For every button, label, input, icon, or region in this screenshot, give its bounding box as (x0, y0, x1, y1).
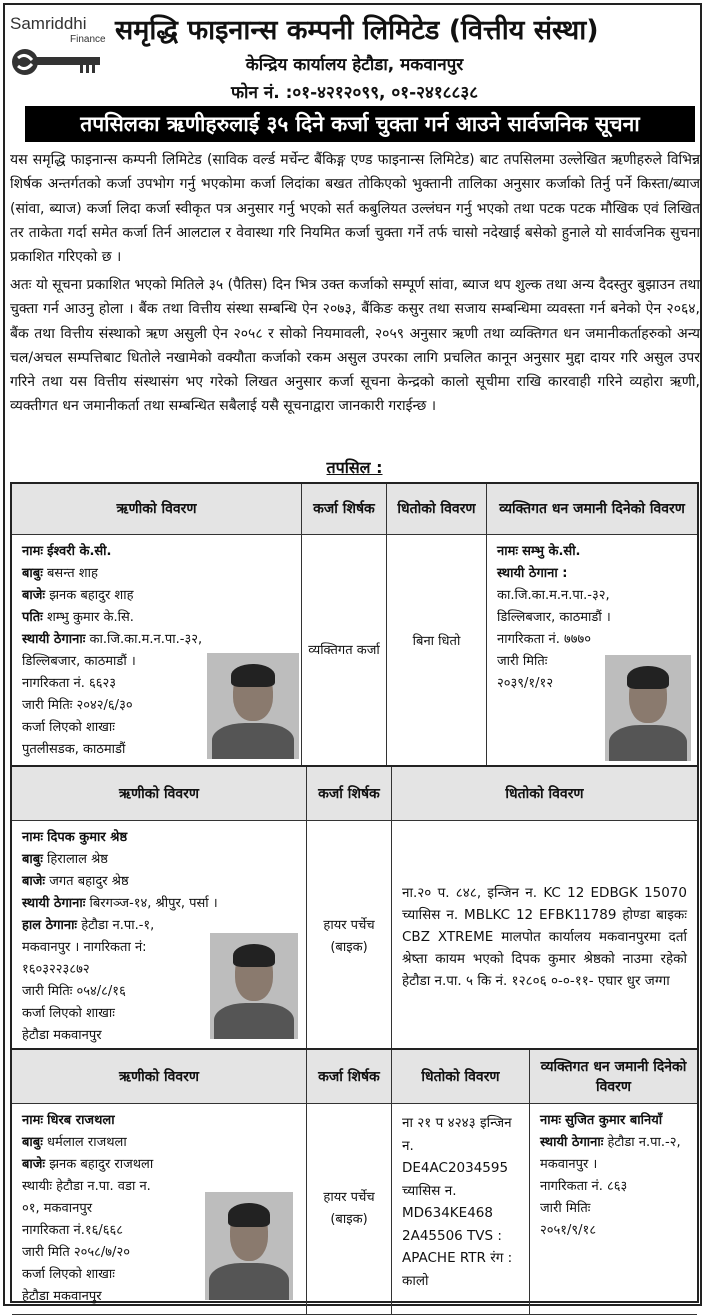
loan-type: हायर पर्चेच (बाइक) (307, 821, 392, 1054)
detail-label: नामः (22, 544, 43, 559)
borrower-photo (207, 653, 299, 759)
borrower-photo (205, 1192, 293, 1300)
detail-line (497, 563, 687, 585)
detail-value: हेटौडा न.पा.-१, (81, 918, 155, 933)
detail-label: स्थायी ठेगानाः (540, 1135, 604, 1150)
detail-value: का.जि.का.म.न.पा.-३२, (89, 632, 203, 647)
detail-line (497, 629, 687, 651)
detail-value: कर्जा लिएको शाखाः (22, 720, 115, 735)
detail-value: नागरिकता नं. ८६३ (540, 1179, 628, 1194)
detail-value: का.जि.का.म.न.पा.-३२, (497, 588, 610, 603)
detail-value: स्थायीः हेटौडा न.पा. वडा न. (22, 1179, 151, 1194)
borrower-details (12, 821, 307, 1054)
collateral-details: बिना धितो (387, 535, 487, 768)
detail-value: नागरिकता नं. ७७७० (497, 632, 591, 647)
detail-value: झनक बहादुर राजथला (49, 1157, 154, 1172)
detail-line (22, 1154, 296, 1176)
detail-value: जारी मितिः (540, 1201, 591, 1216)
collateral-details: ना.२० प. ८४८, इन्जिन न. KC 12 EDBGK 15070 च्यासिस न. MBLKC 12 EFBK11789 होण्डा बाइकः CBZ XTREME मालपोत कार्यालय मकवानपुरमा दर्ता श्रेष्ता कायम भएको दिपक कुमार श्रेष्ठको नाउमा रहेको हेटौडा न.पा. ५ कि नं. १२८०६ ०-०-११- एघार धुर जग्गा (392, 821, 697, 1054)
detail-value: नागरिकता नं. ६६२३ (22, 676, 116, 691)
record-table-3 (10, 1048, 699, 1303)
header-borrower: ऋणीको विवरण (12, 767, 307, 821)
logo-brand: Samriddhi (10, 14, 87, 33)
loan-type: हायर पर्चेच (बाइक) (307, 1104, 392, 1315)
company-title: समृद्धि फाइनान्स कम्पनी लिमिटेड (वित्तीय संस्था) (115, 15, 599, 46)
detail-label: स्थायी ठेगानाः (22, 896, 86, 911)
header-borrower: ऋणीको विवरण (12, 484, 302, 535)
detail-value: बसन्त शाह (46, 566, 98, 581)
detail-value: धिरब राजथला (47, 1113, 115, 1128)
detail-label: स्थायी ठेगाना : (497, 566, 568, 581)
header-guarantor: व्यक्तिगत धन जमानी दिनेको विवरण (487, 484, 697, 535)
detail-line (540, 1132, 687, 1176)
header-collateral: धितोको विवरण (387, 484, 487, 535)
record-table-2 (10, 765, 699, 1050)
detail-line (540, 1110, 687, 1132)
office-address: केन्द्रिय कार्यालय हेटौडा, मकवानपुर (245, 55, 464, 75)
detail-label: बाबुः (22, 852, 43, 867)
detail-value: बिरगञ्ज-१४, श्रीपुर, पर्सा । (89, 896, 218, 911)
header-loan-type: कर्जा शिर्षक (307, 767, 392, 821)
detail-label: पतिः (22, 610, 43, 625)
detail-value: हिरालाल श्रेष्ठ (46, 852, 108, 867)
detail-line (22, 607, 291, 629)
detail-value: शम्भु कुमार के.सि. (46, 610, 134, 625)
detail-value: जगत बहादुर श्रेष्ठ (49, 874, 129, 889)
detail-value: जारी मितिः ०५४/८/१६ (22, 984, 126, 999)
detail-line (540, 1198, 687, 1220)
detail-label: स्थायी ठेगानाः (22, 632, 86, 647)
detail-line (497, 541, 687, 563)
notice-banner: तपसिलका ऋणीहरुलाई ३५ दिने कर्जा चुक्ता गर्न आउने सार्वजनिक सूचना (25, 106, 695, 142)
detail-value: जारी मितिः (497, 654, 548, 669)
detail-label: हाल ठेगानाः (22, 918, 78, 933)
header-collateral: धितोको विवरण (392, 767, 697, 821)
phone-numbers: फोन नं. :०१-४२१२०९९, ०१-२४१८८३८ (230, 83, 479, 103)
detail-value: कर्जा लिएको शाखाः (22, 1006, 115, 1021)
detail-label: नामः (22, 1113, 43, 1128)
loan-type: व्यक्तिगत कर्जा (302, 535, 387, 768)
detail-label: नामः (540, 1113, 561, 1128)
detail-line (22, 585, 291, 607)
guarantor-details (530, 1104, 697, 1315)
detail-value: २०३९/१/१२ (497, 676, 554, 691)
detail-label: बाजेः (22, 588, 46, 603)
borrower-photo (210, 933, 298, 1039)
detail-value: नागरिकता नं.१६/६६८ (22, 1223, 124, 1238)
detail-value: झनक बहादुर शाह (49, 588, 134, 603)
header-loan-type: कर्जा शिर्षक (307, 1050, 392, 1104)
detail-label: बाबुः (22, 566, 43, 581)
detail-value: दिपक कुमार श्रेष्ठ (47, 830, 128, 845)
detail-line (540, 1176, 687, 1198)
detail-label: बाजेः (22, 1157, 46, 1172)
guarantor-photo (605, 655, 691, 761)
detail-value: डिल्लिबजार, काठमाडौं । (497, 610, 611, 625)
detail-value: कर्जा लिएको शाखाः (22, 1267, 115, 1282)
detail-line (22, 893, 296, 915)
detail-line (540, 1220, 687, 1242)
detail-line (22, 849, 296, 871)
borrower-details (12, 535, 302, 768)
detail-value: जारी मितिः २०४२/६/३० (22, 698, 133, 713)
detail-line (22, 1132, 296, 1154)
header-guarantor: व्यक्तिगत धन जमानी दिनेको विवरण (530, 1050, 697, 1104)
collateral-details: ना २१ प ४२४३ इन्जिन न. DE4AC2034595 च्यासिस न. MD634KE468 2A45506 TVS : APACHE RTR रंग : कालो (392, 1104, 530, 1315)
detail-value: मकवानपुर । नागरिकता नं: (22, 940, 147, 955)
detail-line (22, 1110, 296, 1132)
detail-value: सुजित कुमार बानियाँ (565, 1113, 663, 1128)
detail-value: जारी मिति २०५८/७/२० (22, 1245, 130, 1260)
detail-value: सम्भु के.सी. (522, 544, 581, 559)
detail-value: हेटौडा न.पा.-२, मकवानपुर । (540, 1135, 681, 1172)
detail-value: धर्मलाल राजथला (46, 1135, 127, 1150)
detail-label: नामः (497, 544, 518, 559)
header-collateral: धितोको विवरण (392, 1050, 530, 1104)
detail-value: २०५१/९/१८ (540, 1223, 597, 1238)
detail-value: हेटौडा मकवानपुर (22, 1028, 102, 1043)
detail-line (22, 827, 296, 849)
detail-line (22, 629, 291, 651)
detail-line (22, 541, 291, 563)
notice-paragraph-2: अतः यो सूचना प्रकाशित भएको मितिले ३५ (पैतिस) दिन भित्र उक्त कर्जाको सम्पूर्ण सांवा, ब्याज थप शुल्क तथा अन्य दैदस्तुर बुझाउन तथा चुक्ता गर्न आउनु होला । बैंक तथा वित्तीय संस्था सम्बन्धि ऐन २०७३, बैंकिङ कसुर तथा सजाय सम्बन्धिमा व्यवस्ता गर्न बनेको ऐन २०६४, बैंक तथा वित्तीय संस्थाको ऋण असुली ऐन २०५८ र सोको नियमावली, २०५९ अनुसार ऋणी तथा व्यक्तिगत धन जमानीकर्ताहरुको अन्य चल/अचल सम्पत्तिबाट धितोले नखामेको वक्यौता कर्जाको रकम असुल उपरका लागि प्रचलित कानून अनुसार मुद्दा दायर गरि असुल उपर गरिने तथा यस वित्तीय संस्थासंग भए गरेको लिखत अनुसार कर्जा सूचना केन्द्रको कालो सूचीमा राखि कारवाही गरिने व्यहोरा ऋणी, व्यक्तीगत धन जमानीकर्ता तथा सम्बन्धित सबैलाई यसै सूचनाद्वारा जानकारी गराईन्छ । (10, 277, 700, 415)
detail-value: डिल्लिबजार, काठमाडौं । (22, 654, 136, 669)
detail-line (497, 607, 687, 629)
detail-value: १६०३२२३८७२ (22, 962, 90, 977)
details-heading: तपसिल : (326, 458, 383, 477)
detail-line (22, 563, 291, 585)
notice-paragraph-1: यस समृद्धि फाइनान्स कम्पनी लिमिटेड (साविक वर्ल्ड मर्चेन्ट बैंकिङ्ग एण्ड फाइनान्स लिमिटेड) बाट तपसिलमा उल्लेखित ऋणीहरुले विभिन्न शिर्षक अन्तर्गतको कर्जा उपभोग गर्नु भएकोमा कर्जा लिदांका बखत तोकिएको भुक्तानी तालिका अनुसार कर्जाको तिर्नु पर्ने किस्ता/ब्याज (सांवा, ब्याज) कर्जा लिदा कर्जा स्वीकृत पत्र अनुसार गर्नु भएको सर्त कबुलियत उल्लंघन गर्नु भएको तथा पटक पटक मौखिक एवं लिखित तर ताकेता गर्दा समेत कर्जा तिर्न आलटाल र वेवास्था गरि नियमित कर्जा चुक्ता गर्ने तर्फ चासो नदेखाई बसेको हुनाले यो सार्वजनिक सुचना प्रकाशित गरिएको छ । (10, 152, 700, 266)
detail-value: पुतलीसडक, काठमाडौं (22, 742, 126, 757)
detail-value: हेटौडा मकवानपुर (22, 1289, 102, 1304)
detail-value: ०१, मकवानपुर (22, 1201, 93, 1216)
header-borrower: ऋणीको विवरण (12, 1050, 307, 1104)
detail-line (497, 585, 687, 607)
detail-line (22, 871, 296, 893)
detail-label: बाबुः (22, 1135, 43, 1150)
record-table-1 (10, 482, 699, 767)
borrower-details (12, 1104, 307, 1315)
guarantor-details (487, 535, 697, 768)
detail-label: नामः (22, 830, 43, 845)
detail-value: ईश्वरी के.सी. (47, 544, 112, 559)
header-loan-type: कर्जा शिर्षक (302, 484, 387, 535)
logo-sub: Finance (70, 34, 106, 45)
detail-label: बाजेः (22, 874, 46, 889)
